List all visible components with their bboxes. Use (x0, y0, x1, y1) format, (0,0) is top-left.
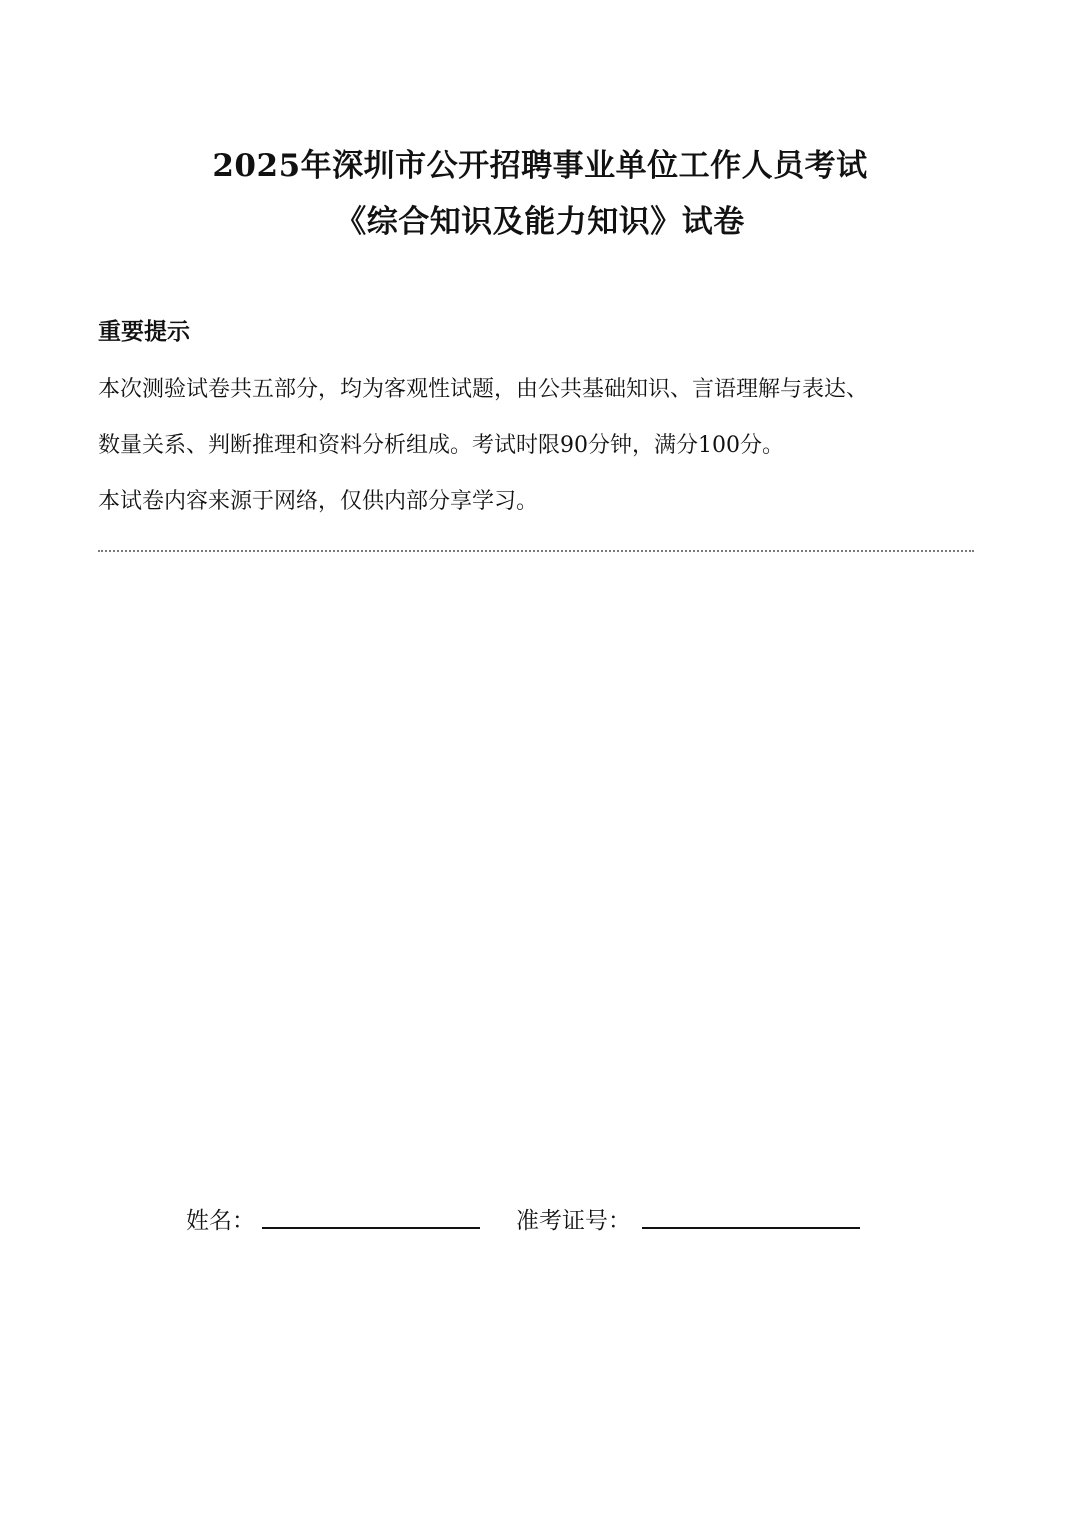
notice-paragraph-line-3: 本试卷内容来源于网络，仅供内部分享学习。 (98, 489, 539, 514)
ticket-number-field-blank[interactable] (642, 1227, 860, 1229)
name-field-label: 姓名： (186, 1208, 255, 1234)
ticket-number-field-label: 准考证号： (516, 1208, 631, 1234)
notice-heading: 重要提示 (98, 319, 190, 345)
dotted-divider (98, 550, 974, 552)
name-field-blank[interactable] (262, 1227, 480, 1229)
notice-paragraph-line-1: 本次测验试卷共五部分，均为客观性试题，由公共基础知识、言语理解与表达、 (98, 377, 869, 402)
notice-paragraph-line-2: 数量关系、判断推理和资料分析组成。考试时限90分钟，满分100分。 (98, 433, 784, 458)
document-title-line-2: 《综合知识及能力知识》试卷 (335, 204, 745, 240)
document-title-line-1: 2025年深圳市公开招聘事业单位工作人员考试 (212, 148, 868, 184)
